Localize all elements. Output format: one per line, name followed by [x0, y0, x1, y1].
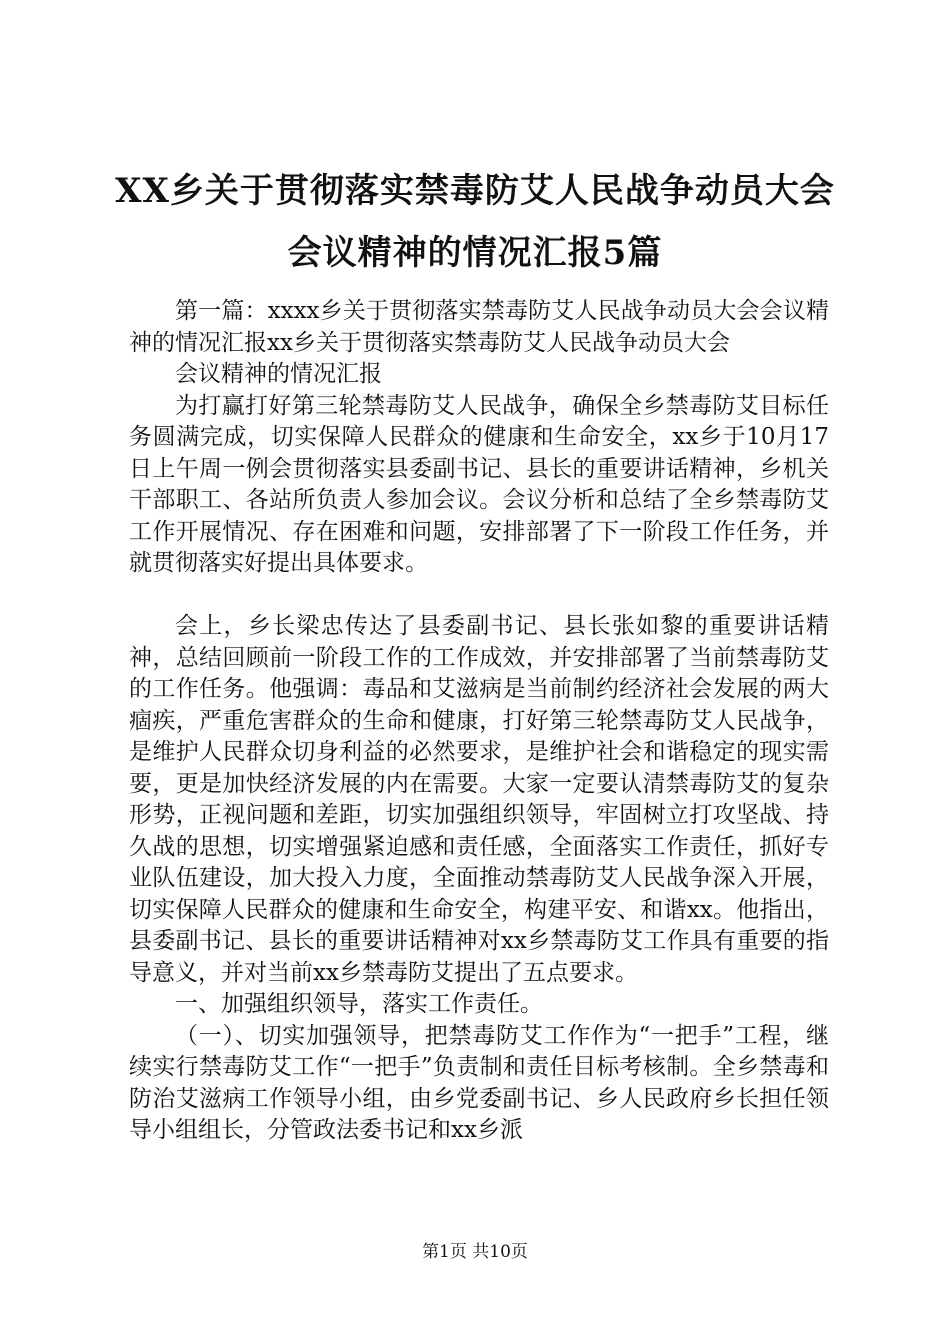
paragraph-meeting-speech: 会上，乡长梁忠传达了县委副书记、县长张如黎的重要讲话精神，总结回顾前一阶段工作的工作成效，并安排部署了当前禁毒防艾的工作任务。他强调：毒品和艾滋病是当前制约经济社会发展的两大痼疾，严重危害群众的生命和健康，打好第三轮禁毒防艾人民战争，是维护人民群众切身利益的必然要求，是维护社会和谐稳定的现实需要，更是加快经济发展的内在需要。大家一定要认清禁毒防艾的复杂形势，正视问题和差距，切实加强组织领导，牢固树立打攻坚战、持久战的思想，切实增强紧迫感和责任感，全面落实工作责任，抓好专业队伍建设，加大投入力度，全面推动禁毒防艾人民战争深入开展，切实保障人民群众的健康和生命安全，构建平安、和谐xx。他指出，县委副书记、县长的重要讲话精神对xx乡禁毒防艾工作具有重要的指导意义，并对当前xx乡禁毒防艾提出了五点要求。 — [129, 613, 829, 986]
paragraph-section-one: 一、加强组织领导，落实工作责任。 — [175, 991, 543, 1017]
paragraph-subheading: 会议精神的情况汇报 — [175, 361, 382, 387]
paragraph-gap — [129, 580, 829, 612]
paragraph-subsection-one: （一）、切实加强领导，把禁毒防艾工作作为“一把手”工程，继续实行禁毒防艾工作“一把手”负责制和责任目标考核制。全乡禁毒和防治艾滋病工作领导小组，由乡党委副书记、乡人民政府乡长担任领导小组组长，分管政法委书记和xx乡派 — [129, 1022, 829, 1143]
document-title: XX乡关于贯彻落实禁毒防艾人民战争动员大会会议精神的情况汇报5篇 — [115, 171, 835, 273]
page-footer: 第1页 共10页 — [422, 1242, 528, 1262]
document-body — [129, 296, 829, 1147]
paragraph-heading-part-one: 第一篇：xxxx乡关于贯彻落实禁毒防艾人民战争动员大会会议精神的情况汇报xx乡关于贯彻落实禁毒防艾人民战争动员大会 — [129, 298, 829, 356]
paragraph-intro: 为打赢打好第三轮禁毒防艾人民战争，确保全乡禁毒防艾目标任务圆满完成，切实保障人民群众的健康和生命安全，xx乡于10月17日上午周一例会贯彻落实县委副书记、县长的重要讲话精神，乡机关干部职工、各站所负责人参加会议。会议分析和总结了全乡禁毒防艾工作开展情况、存在困难和问题，安排部署了下一阶段工作任务，并就贯彻落实好提出具体要求。 — [129, 392, 829, 576]
